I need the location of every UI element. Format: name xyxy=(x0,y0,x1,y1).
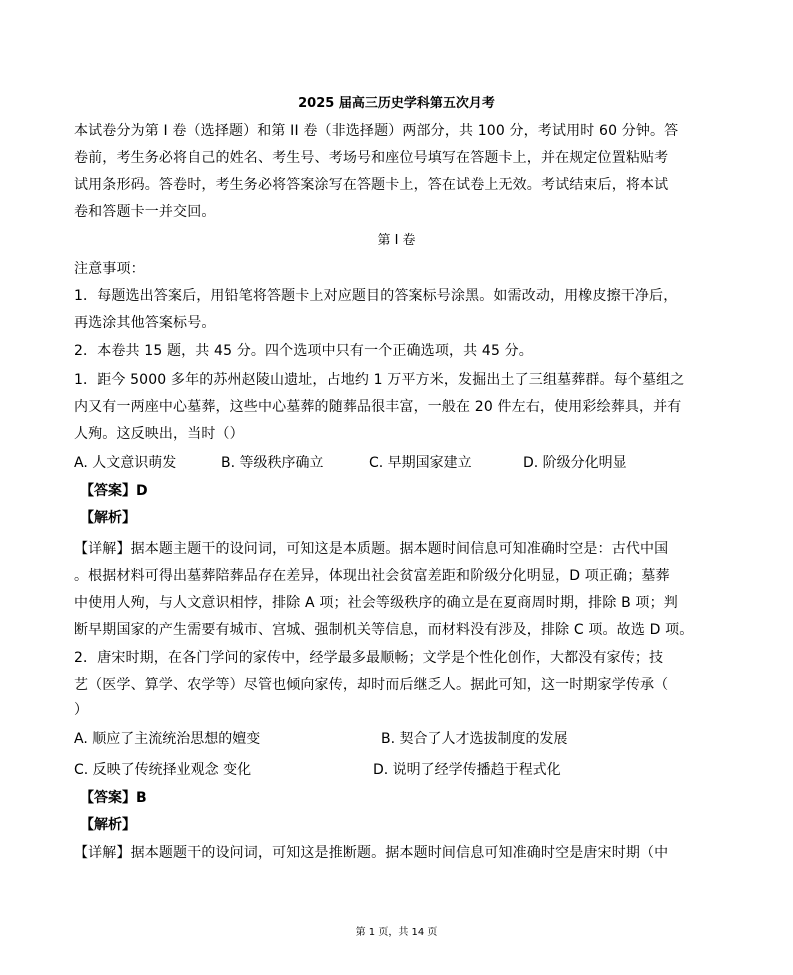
notice-line: 再选涂其他答案标号。 xyxy=(74,315,216,331)
q1-stem-line: 内又有一两座中心墓葬，这些中心墓葬的随葬品很丰富，一般在 20 件左右，使用彩绘葬具，并有 xyxy=(74,399,682,415)
q2-option-d: D. 说明了经学传播趋于程式化 xyxy=(373,762,561,778)
q1-detail-line: 【详解】据本题主题干的设问词，可知这是本质题。据本题时间信息可知准确时空是：古代中国 xyxy=(74,541,669,557)
intro-line: 试用条形码。答卷时，考生务必将答案涂写在答题卡上，答在试卷上无效。考试结束后，将本试 xyxy=(74,177,669,193)
answer-label: 【答案】 xyxy=(80,483,136,499)
notice-heading: 注意事项： xyxy=(74,261,145,277)
q2-detail-line: 【详解】据本题题干的设问词，可知这是推断题。据本题时间信息可知准确时空是唐宋时期（中 xyxy=(74,845,669,861)
q2-stem-line: 2．唐宋时期，在各门学问的家传中，经学最多最顺畅；文学是个性化创作，大都没有家传；技 xyxy=(74,650,664,666)
q1-stem-line: 人殉。这反映出，当时（） xyxy=(74,426,244,442)
q1-answer xyxy=(80,481,148,501)
exam-title: 2025 届高三历史学科第五次月考 xyxy=(298,96,495,111)
answer-value: D xyxy=(136,483,148,499)
q1-analysis-label: 【解析】 xyxy=(80,510,136,526)
intro-line: 卷和答题卡一并交回。 xyxy=(74,204,216,220)
q2-analysis-label: 【解析】 xyxy=(80,817,136,833)
answer-label: 【答案】 xyxy=(80,790,136,806)
q1-option-c: C. 早期国家建立 xyxy=(369,455,472,471)
section-heading: 第 I 卷 xyxy=(377,233,416,248)
q1-option-b: B. 等级秩序确立 xyxy=(221,455,324,471)
notice-line: 2．本卷共 15 题，共 45 分。四个选项中只有一个正确选项，共 45 分。 xyxy=(74,343,533,359)
q2-answer xyxy=(80,788,147,808)
q1-stem-line: 1．距今 5000 多年的苏州赵陵山遗址，占地约 1 万平方米，发掘出土了三组墓葬群。每个墓组之 xyxy=(74,372,685,388)
intro-line: 本试卷分为第 I 卷（选择题）和第 II 卷（非选择题）两部分，共 100 分，考试用时 60 分钟。答 xyxy=(74,123,679,139)
q2-stem-line: ） xyxy=(74,702,89,718)
q1-detail-line: 。根据材料可得出墓葬陪葬品存在差异，体现出社会贫富差距和阶级分化明显，D 项正确；墓葬 xyxy=(74,568,670,584)
q1-detail-line: 断早期国家的产生需要有城市、宫城、强制机关等信息，而材料没有涉及，排除 C 项。故选 D 项。 xyxy=(74,622,694,638)
q1-detail-line: 中使用人殉，与人文意识相悖，排除 A 项；社会等级秩序的确立是在夏商周时期，排除 B 项；判 xyxy=(74,595,678,611)
q1-option-d: D. 阶级分化明显 xyxy=(523,455,627,471)
notice-line: 1．每题选出答案后，用铅笔将答题卡上对应题目的答案标号涂黑。如需改动，用橡皮擦干净后， xyxy=(74,288,678,304)
q2-stem-line: 艺（医学、算学、农学等）尽管也倾向家传，却时而后继乏人。据此可知，这一时期家学传承（ xyxy=(74,677,669,693)
intro-line: 卷前，考生务必将自己的姓名、考生号、考场号和座位号填写在答题卡上，并在规定位置粘贴考 xyxy=(74,150,669,166)
q1-option-a: A. 人文意识萌发 xyxy=(74,455,177,471)
page-footer: 第 1 页，共 14 页 xyxy=(355,927,438,938)
q2-option-b: B. 契合了人才选拔制度的发展 xyxy=(381,731,568,747)
q2-option-c: C. 反映了传统择业观念 变化 xyxy=(74,762,252,778)
answer-value: B xyxy=(136,790,147,806)
q2-option-a: A. 顺应了主流统治思想的嬗变 xyxy=(74,731,261,747)
